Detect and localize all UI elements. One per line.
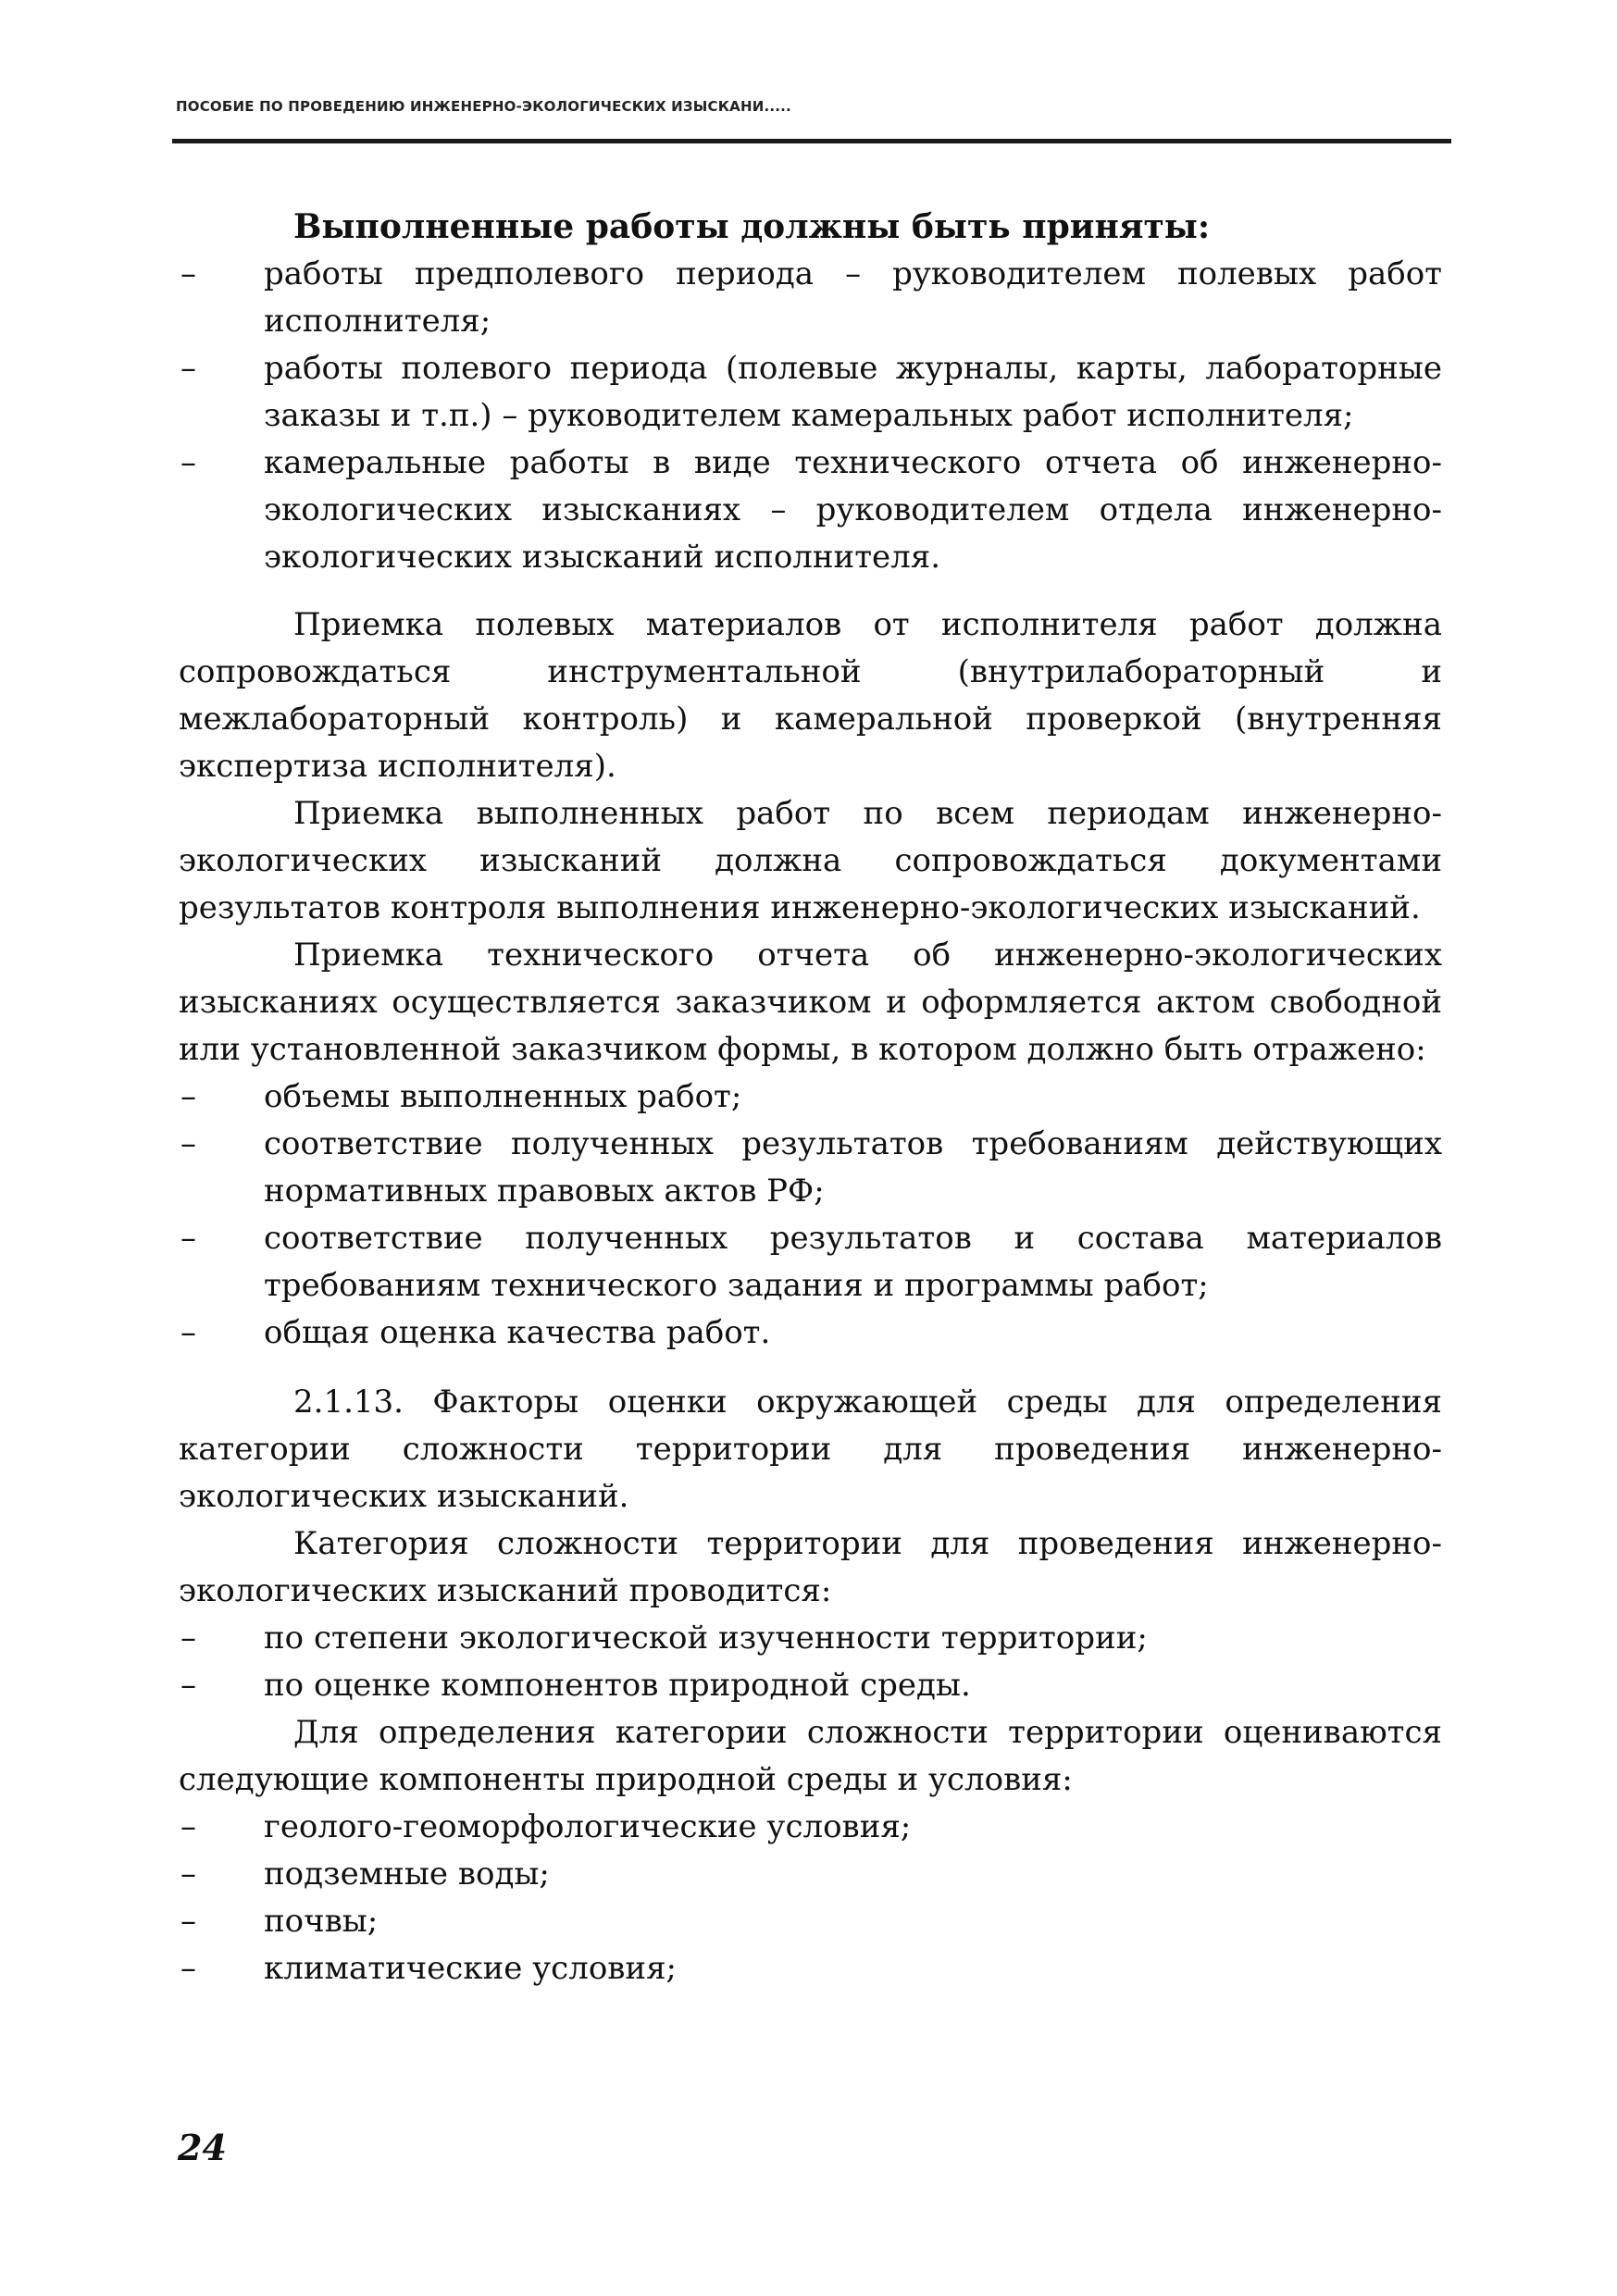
paragraph: Приемка выполненных работ по всем периодам инженерно-экологических изысканий должна сопровождаться документами результатов контроля выполнения инженерно-экологических изысканий. xyxy=(179,795,1442,926)
category-list xyxy=(179,1615,1442,1709)
section-heading: Выполненные работы должны быть приняты: xyxy=(293,207,1211,246)
dash-icon: – xyxy=(180,1314,196,1351)
components-list xyxy=(179,1804,1442,1992)
paragraph: Для определения категории сложности территории оцениваются следующие компоненты природной среды и условия: xyxy=(179,1714,1442,1798)
dash-icon: – xyxy=(180,444,196,481)
dash-icon: – xyxy=(180,1620,196,1657)
list-item: – по степени экологической изученности территории; xyxy=(179,1615,1442,1662)
acceptance-list xyxy=(179,251,1442,581)
list-item: – по оценке компонентов природной среды. xyxy=(179,1662,1442,1709)
page-number: 24 xyxy=(178,2127,227,2168)
dash-icon: – xyxy=(180,1667,196,1704)
paragraph: Категория сложности территории для проведения инженерно-экологических изысканий проводится: xyxy=(179,1525,1442,1609)
list-item: – геолого-геоморфологические условия; xyxy=(179,1804,1442,1851)
section-title-paragraph: 2.1.13. Факторы оценки окружающей среды для определения категории сложности территории для проведения инженерно-экологических изысканий. xyxy=(179,1384,1442,1515)
report-contents-list xyxy=(179,1074,1442,1357)
list-item: – почвы; xyxy=(179,1898,1442,1945)
list-item: – соответствие полученных результатов требованиям действующих нормативных правовых актов РФ; xyxy=(179,1121,1442,1215)
paragraph: Приемка полевых материалов от исполнителя работ должна сопровождаться инструментальной (внутрилабораторный и межлабораторный контроль) и камеральной проверкой (внутренняя экспертиза исполнителя). xyxy=(179,606,1442,785)
list-item: – камеральные работы в виде технического отчета об инженерно-экологических изысканиях – руководителем отдела инженерно-экологических изысканий исполнителя. xyxy=(179,440,1442,581)
list-item: – соответствие полученных результатов и состава материалов требованиям технического задания и программы работ; xyxy=(179,1215,1442,1309)
dash-icon: – xyxy=(180,1078,196,1115)
list-item: – климатические условия; xyxy=(179,1945,1442,1992)
dash-icon: – xyxy=(180,350,196,387)
list-item: – подземные воды; xyxy=(179,1851,1442,1898)
list-item: – работы предполевого периода – руководителем полевых работ исполнителя; xyxy=(179,251,1442,345)
dash-icon: – xyxy=(180,1903,196,1940)
dash-icon: – xyxy=(180,1950,196,1987)
dash-icon: – xyxy=(180,255,196,292)
list-item: – общая оценка качества работ. xyxy=(179,1309,1442,1357)
list-item: – работы полевого периода (полевые журналы, карты, лабораторные заказы и т.п.) – руководителем камеральных работ исполнителя; xyxy=(179,345,1442,440)
dash-icon: – xyxy=(180,1808,196,1845)
dash-icon: – xyxy=(180,1855,196,1893)
running-header: ПОСОБИЕ ПО ПРОВЕДЕНИЮ ИНЖЕНЕРНО-ЭКОЛОГИЧЕСКИХ ИЗЫСКАНИ..... xyxy=(176,98,791,115)
page-body xyxy=(179,204,1442,1992)
paragraph: Приемка технического отчета об инженерно-экологических изысканиях осуществляется заказчиком и оформляется актом свободной или установленной заказчиком формы, в котором должно быть отражено: xyxy=(179,937,1442,1068)
header-rule xyxy=(172,139,1451,143)
list-item: – объемы выполненных работ; xyxy=(179,1074,1442,1121)
dash-icon: – xyxy=(180,1220,196,1257)
dash-icon: – xyxy=(180,1125,196,1162)
